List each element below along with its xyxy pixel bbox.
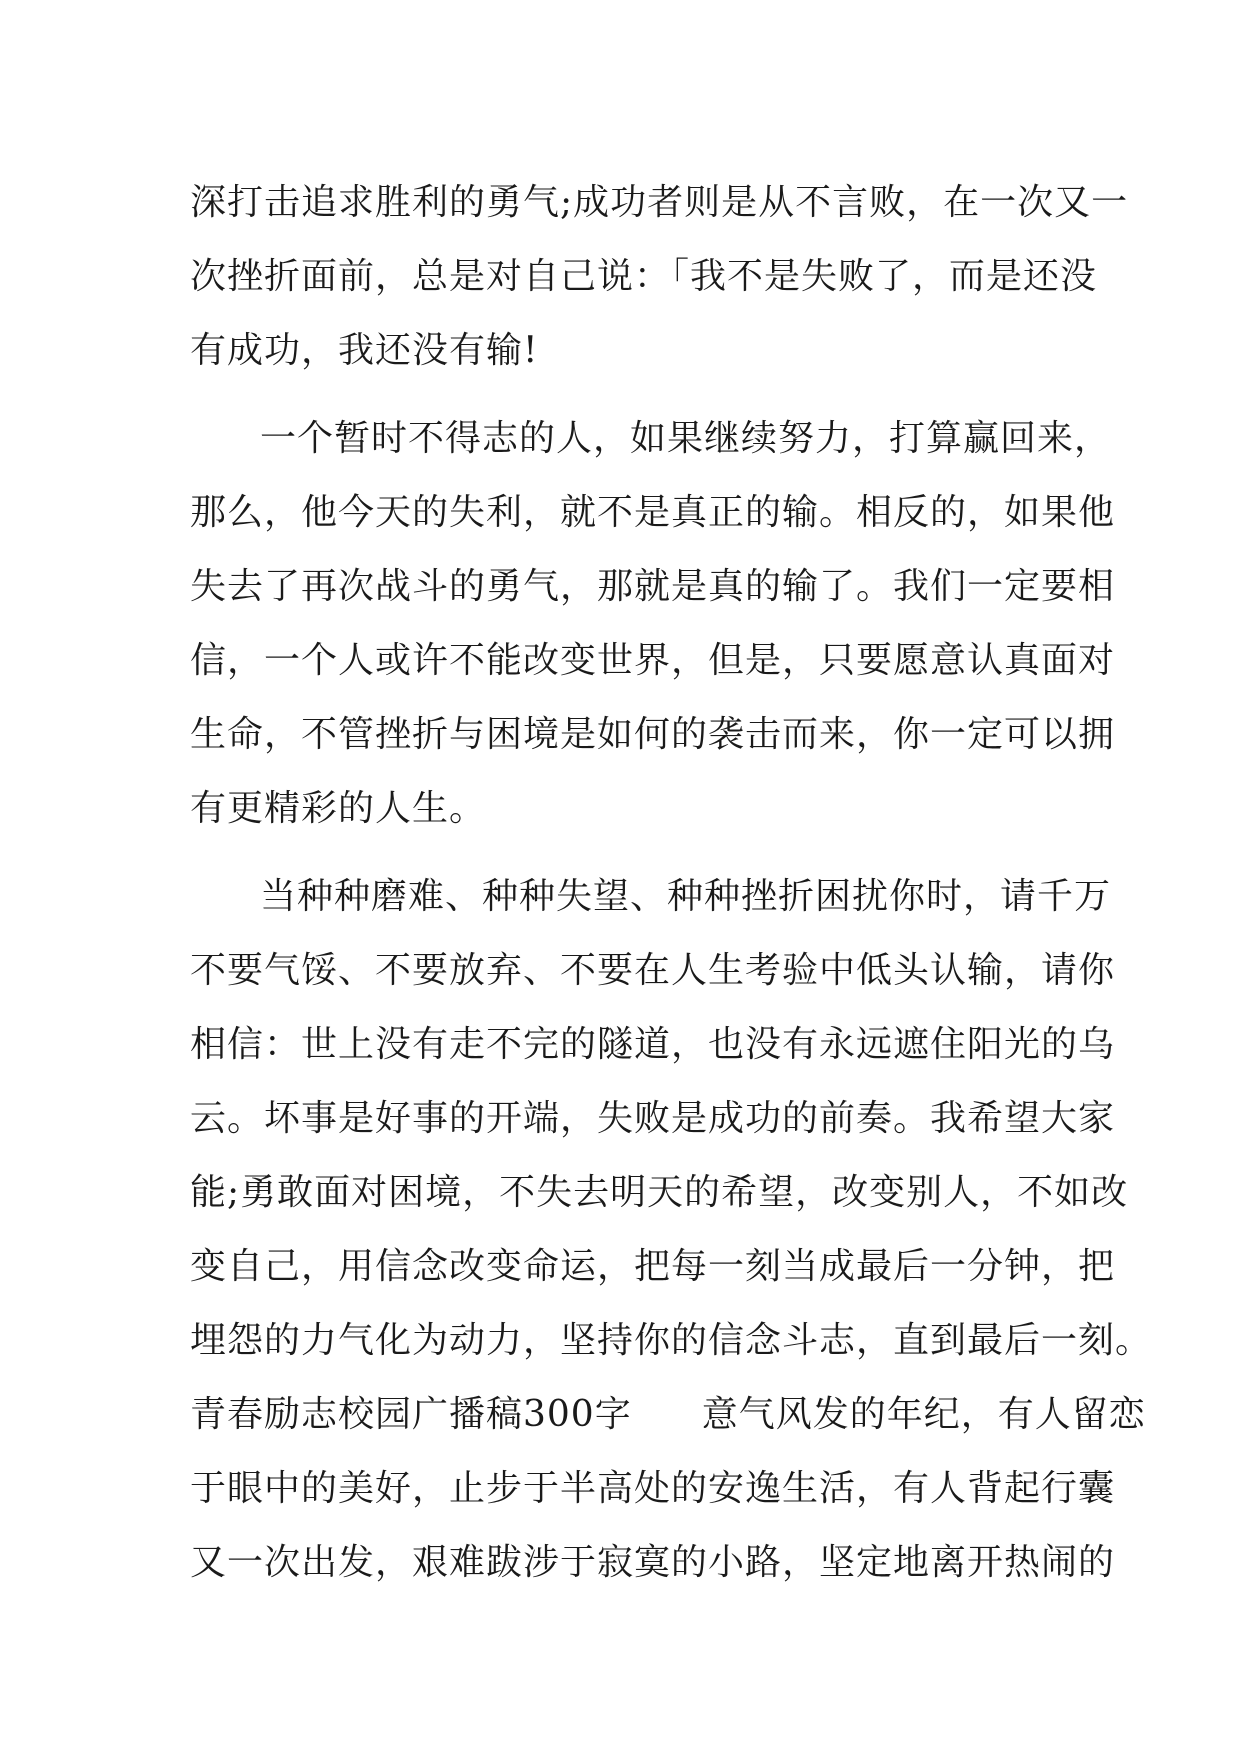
paragraph-first-line: 一个暂时不得志的人，如果继续努力，打算赢回来， xyxy=(260,418,1112,459)
text-line: 有成功，我还没有输! xyxy=(190,330,539,371)
text-line: 信，一个人或许不能改变世界，但是，只要愿意认真面对 xyxy=(190,640,1116,681)
text-line: 能;勇敢面对困境，不失去明天的希望，改变别人，不如改 xyxy=(190,1172,1129,1213)
text-line: 有更精彩的人生。 xyxy=(190,788,487,829)
text-line: 云。坏事是好事的开端，失败是成功的前奏。我希望大家 xyxy=(190,1098,1116,1139)
text-line: 变自己，用信念改变命运，把每一刻当成最后一分钟，把 xyxy=(190,1246,1116,1287)
text-line: 于眼中的美好，止步于半高处的安逸生活，有人背起行囊 xyxy=(190,1468,1116,1509)
paragraph-start: 意气风发的年纪，有人留恋 xyxy=(701,1394,1146,1435)
text-line: 那么，他今天的失利，就不是真正的输。相反的，如果他 xyxy=(190,492,1116,533)
text-line: 次挫折面前，总是对自己说：「我不是失败了，而是还没 xyxy=(190,256,1098,297)
title-and-text-line xyxy=(190,1378,1146,1452)
text-line: 深打击追求胜利的勇气;成功者则是从不言败，在一次又一 xyxy=(190,182,1129,223)
text-line: 埋怨的力气化为动力，坚持你的信念斗志，直到最后一刻。 xyxy=(190,1320,1153,1361)
section-title: 青春励志校园广播稿300字 xyxy=(190,1394,632,1435)
text-line: 又一次出发，艰难跋涉于寂寞的小路，坚定地离开热闹的 xyxy=(190,1542,1116,1583)
text-line: 生命，不管挫折与困境是如何的袭击而来，你一定可以拥 xyxy=(190,714,1116,755)
body-text xyxy=(190,166,1153,1600)
text-line: 失去了再次战斗的勇气，那就是真的输了。我们一定要相 xyxy=(190,566,1116,607)
paragraph-first-line: 当种种磨难、种种失望、种种挫折困扰你时，请千万 xyxy=(260,876,1112,917)
text-line: 相信：世上没有走不完的隧道，也没有永远遮住阳光的乌 xyxy=(190,1024,1116,1065)
text-line: 不要气馁、不要放弃、不要在人生考验中低头认输，请你 xyxy=(190,950,1116,991)
